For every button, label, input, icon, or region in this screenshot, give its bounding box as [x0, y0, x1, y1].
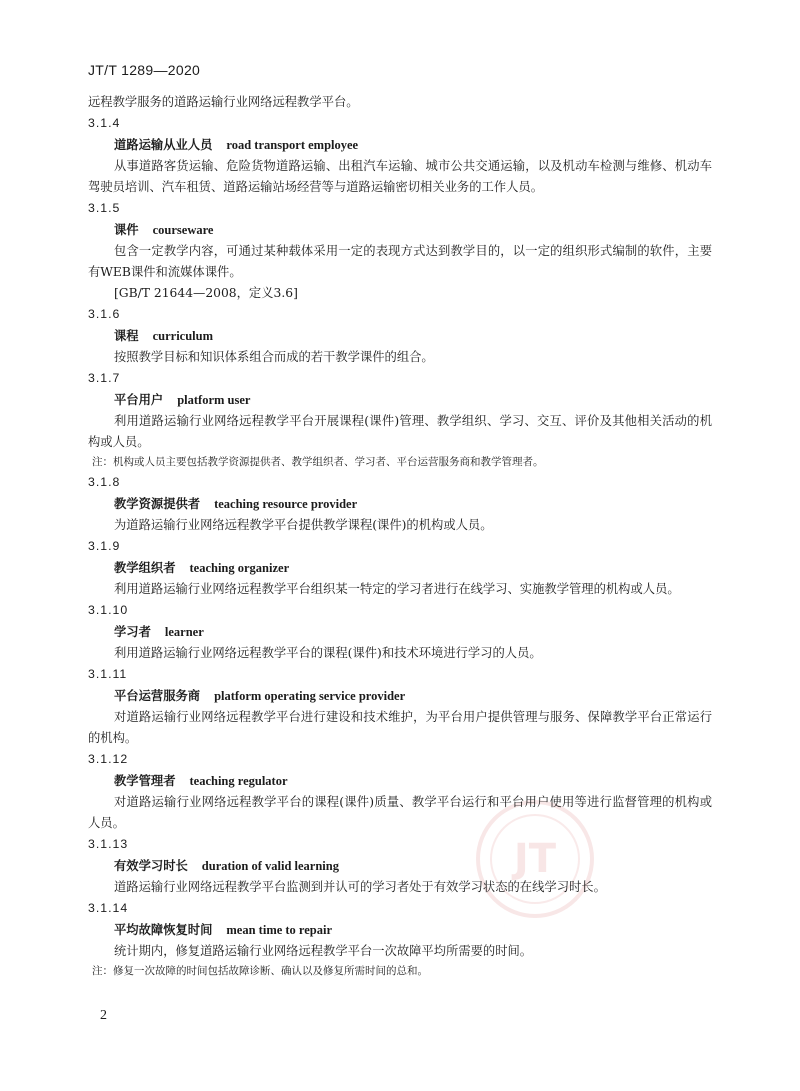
term-zh: 平台运营服务商: [114, 688, 201, 703]
term-heading: [88, 621, 712, 643]
term-definition: 利用道路运输行业网络远程教学平台开展课程(课件)管理、教学组织、学习、交互、评价及其他相关活动的机构或人员。: [88, 414, 712, 449]
term-zh: 教学管理者: [114, 773, 176, 788]
clause-number: 3.1.9: [88, 539, 121, 553]
term-zh: 课件: [114, 222, 139, 237]
term-heading: [88, 219, 712, 241]
term-heading: [88, 855, 712, 877]
clause-number: 3.1.5: [88, 201, 121, 215]
clause-number: 3.1.13: [88, 837, 129, 851]
term-en: courseware: [152, 223, 214, 237]
clause-number: 3.1.14: [88, 901, 129, 915]
intro-continuation: 远程教学服务的道路运输行业网络远程教学平台。: [88, 95, 359, 109]
term-heading: [88, 325, 712, 347]
clause-number: 3.1.11: [88, 667, 128, 681]
term-heading: [88, 493, 712, 515]
term-en: teaching organizer: [189, 561, 290, 575]
clause-number: 3.1.12: [88, 752, 129, 766]
page-number: 2: [100, 1008, 107, 1023]
source-reference: [GB/T 21644—2008，定义3.6]: [114, 286, 298, 300]
term-definition: 对道路运输行业网络远程教学平台进行建设和技术维护，为平台用户提供管理与服务、保障教学平台正常运行的机构。: [88, 710, 712, 745]
clause-number: 3.1.10: [88, 603, 129, 617]
term-definition: 对道路运输行业网络远程教学平台的课程(课件)质量、教学平台运行和平台用户使用等进行监督管理的机构或人员。: [88, 795, 712, 830]
term-en: learner: [164, 625, 204, 639]
term-zh: 教学组织者: [114, 560, 176, 575]
clause-number: 3.1.7: [88, 371, 121, 385]
term-zh: 平台用户: [114, 392, 164, 407]
term-note: 注：机构或人员主要包括教学资源提供者、教学组织者、学习者、平台运营服务商和教学管理者。: [92, 456, 544, 468]
term-en: platform user: [177, 393, 251, 407]
term-definition: 统计期内，修复道路运输行业网络远程教学平台一次故障平均所需要的时间。: [114, 944, 533, 958]
term-definition: 道路运输行业网络远程教学平台监测到并认可的学习者处于有效学习状态的在线学习时长。: [114, 880, 606, 894]
term-definition: 从事道路客货运输、危险货物道路运输、出租汽车运输、城市公共交通运输，以及机动车检测与维修、机动车驾驶员培训、汽车租赁、道路运输站场经营等与道路运输密切相关业务的工作人员。: [88, 159, 712, 194]
clause-number: 3.1.8: [88, 475, 121, 489]
term-heading: [88, 134, 712, 156]
term-definition: 为道路运输行业网络远程教学平台提供教学课程(课件)的机构或人员。: [114, 518, 493, 532]
clause-number: 3.1.6: [88, 307, 121, 321]
term-note: 注：修复一次故障的时间包括故障诊断、确认以及修复所需时间的总和。: [92, 965, 428, 977]
term-heading: [88, 389, 712, 411]
term-zh: 道路运输从业人员: [114, 137, 213, 152]
term-zh: 课程: [114, 328, 139, 343]
standard-number: JT/T 1289—2020: [88, 62, 201, 78]
term-zh: 学习者: [114, 624, 151, 639]
term-en: mean time to repair: [226, 923, 333, 937]
clause-number: 3.1.4: [88, 116, 121, 130]
term-definition: 利用道路运输行业网络远程教学平台的课程(课件)和技术环境进行学习的人员。: [114, 646, 542, 660]
term-zh: 有效学习时长: [114, 858, 188, 873]
term-zh: 平均故障恢复时间: [114, 922, 213, 937]
term-zh: 教学资源提供者: [114, 496, 201, 511]
document-body: [88, 92, 712, 981]
term-en: teaching resource provider: [214, 497, 358, 511]
term-heading: [88, 685, 712, 707]
term-definition: 利用道路运输行业网络远程教学平台组织某一特定的学习者进行在线学习、实施教学管理的机构或人员。: [114, 582, 680, 596]
seal-text: JT: [513, 836, 557, 882]
term-en: teaching regulator: [189, 774, 288, 788]
term-definition: 包含一定教学内容，可通过某种载体采用一定的表现方式达到教学目的，以一定的组织形式编制的软件，主要有WEB课件和流媒体课件。: [88, 244, 712, 279]
term-en: duration of valid learning: [201, 859, 339, 873]
term-en: curriculum: [152, 329, 214, 343]
term-heading: [88, 770, 712, 792]
term-definition: 按照教学目标和知识体系组合而成的若干教学课件的组合。: [114, 350, 434, 364]
term-heading: [88, 919, 712, 941]
term-heading: [88, 557, 712, 579]
term-en: road transport employee: [226, 138, 359, 152]
term-en: platform operating service provider: [214, 689, 406, 703]
